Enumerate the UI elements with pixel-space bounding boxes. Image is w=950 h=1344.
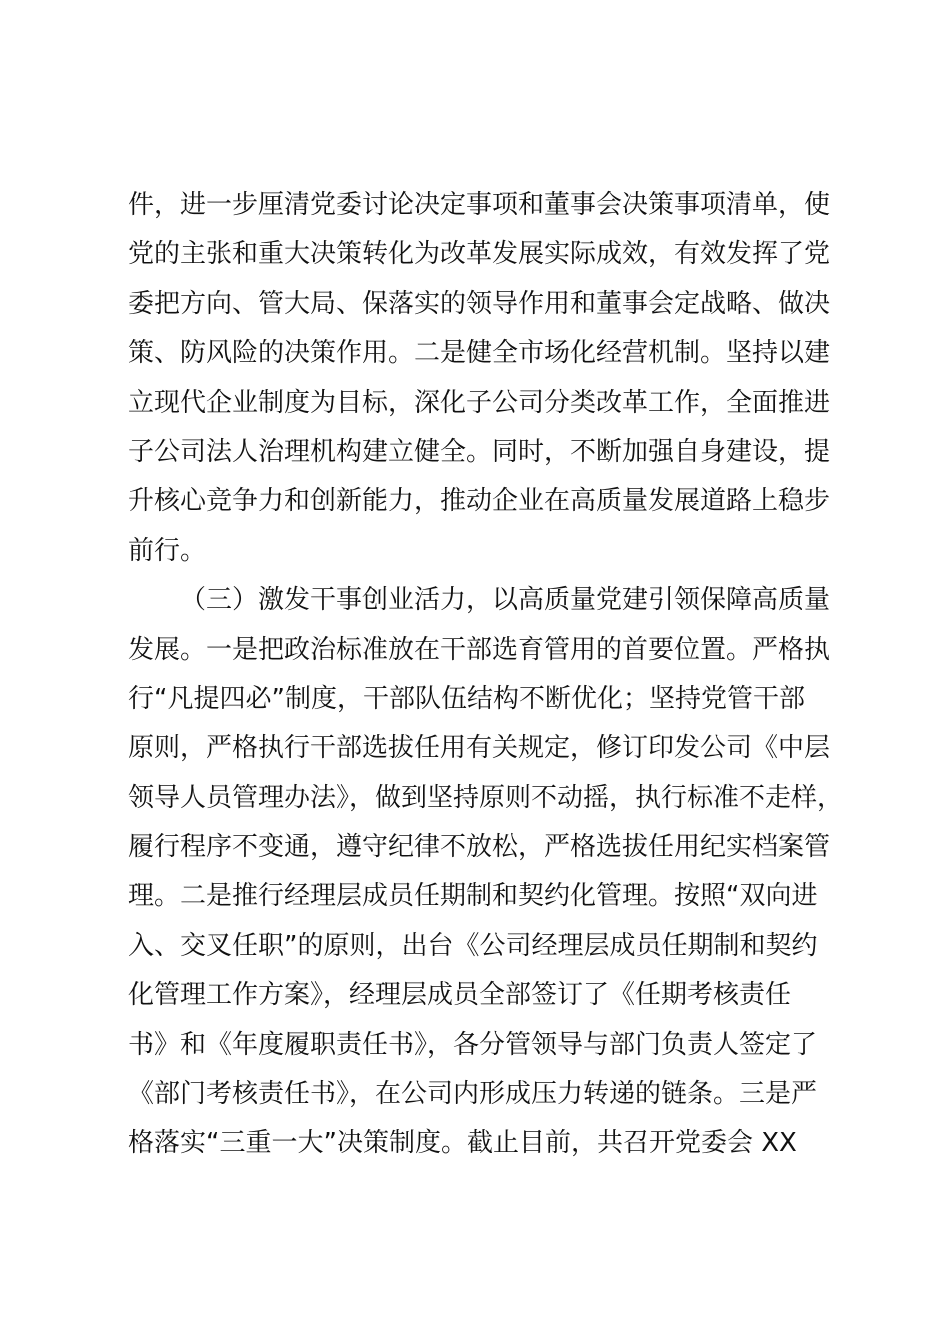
text-line: 行“凡提四必”制度，干部队伍结构不断优化；坚持党管干部 xyxy=(128,683,805,714)
text-line: 入、交叉任职”的原则，出台《公司经理层成员任期制和契约 xyxy=(128,930,818,961)
text-line: 发展。一是把政治标准放在干部选育管用的首要位置。严格执 xyxy=(128,634,831,665)
text-line: 《部门考核责任书》，在公司内形成压力转递的链条。三是严 xyxy=(128,1079,818,1110)
text-line: 格落实“三重一大”决策制度。截止目前，共召开党委会 XX xyxy=(128,1128,797,1159)
text-line: 书》和《年度履职责任书》，各分管领导与部门负责人签定了 xyxy=(128,1029,818,1060)
text-line: 化管理工作方案》，经理层成员全部签订了《任期考核责任 xyxy=(128,980,792,1011)
section-heading-line: （三）激发干事创业活力，以高质量党建引领保障高质量 xyxy=(180,585,831,616)
text-line: 前行。 xyxy=(128,535,207,566)
text-line: 履行程序不变通，遵守纪律不放松，严格选拔任用纪实档案管 xyxy=(128,832,831,863)
text-line: 领导人员管理办法》，做到坚持原则不动摇，执行标准不走样， xyxy=(128,782,844,813)
text-line: 策、防风险的决策作用。二是健全市场化经营机制。坚持以建 xyxy=(128,338,831,369)
text-line: 子公司法人治理机构建立健全。同时，不断加强自身建设，提 xyxy=(128,436,831,467)
text-line: 委把方向、管大局、保落实的领导作用和董事会定战略、做决 xyxy=(128,288,831,319)
text-line: 立现代企业制度为目标，深化子公司分类改革工作，全面推进 xyxy=(128,387,831,418)
text-line: 件，进一步厘清党委讨论决定事项和董事会决策事项清单，使 xyxy=(128,190,831,220)
text-line: 原则，严格执行干部选拔任用有关规定，修订印发公司《中层 xyxy=(128,733,831,764)
body-text xyxy=(128,181,848,1169)
text-line: 升核心竞争力和创新能力，推动企业在高质量发展道路上稳步 xyxy=(128,486,831,517)
text-line: 理。二是推行经理层成员任期制和契约化管理。按照“双向进 xyxy=(128,881,818,912)
text-line: 党的主张和重大决策转化为改革发展实际成效，有效发挥了党 xyxy=(128,239,831,270)
